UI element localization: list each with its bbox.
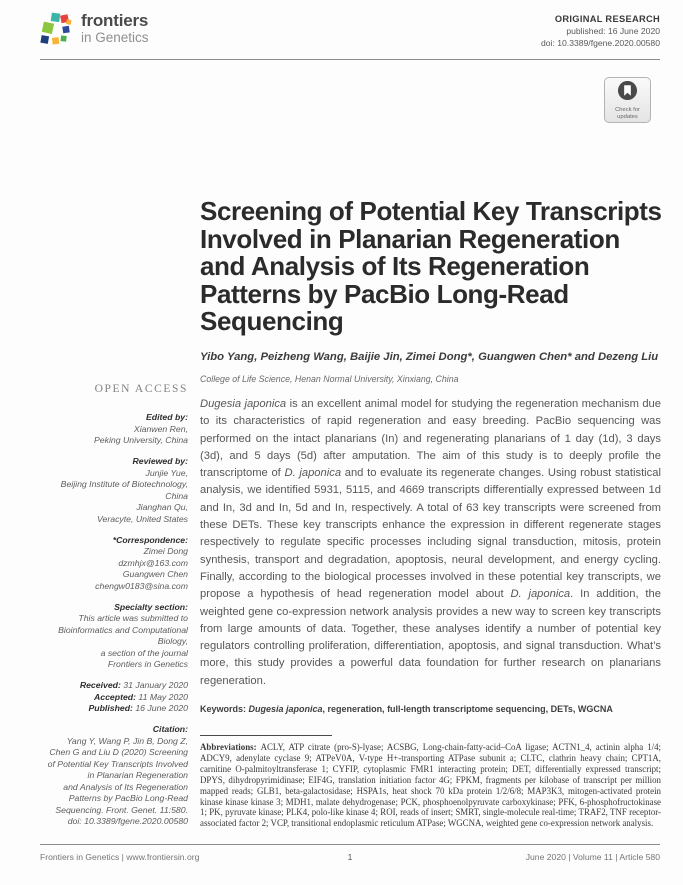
journal-logo-text <box>81 12 149 45</box>
accepted-date-row <box>40 692 188 704</box>
crossmark-bookmark-icon <box>617 80 638 106</box>
published-date-row <box>40 703 188 715</box>
doi-link[interactable]: doi: 10.3389/fgene.2020.00580 <box>541 37 660 48</box>
dates-section <box>40 680 188 715</box>
specialty-section-label: Specialty section: <box>114 601 188 612</box>
page-title: Screening of Potential Key Transcripts Involved in Planarian Regeneration and Analysis of Its Regeneration Patterns by PacBio Long-Read Sequencing <box>200 196 662 337</box>
check-for-updates-badge[interactable] <box>604 77 651 123</box>
published-label: Published: <box>88 703 133 713</box>
frontiers-cubes-icon <box>40 12 74 55</box>
footer-divider <box>40 844 660 845</box>
citation-section <box>40 724 188 828</box>
journal-subtitle: in Genetics <box>81 30 149 45</box>
received-date-row <box>40 680 188 692</box>
citation-label: Citation: <box>152 724 188 734</box>
journal-name: frontiers <box>81 11 149 30</box>
specialty-section-value: This article was submitted to Bioinformatics and Computational Biology, a section of the journal Frontiers in Genetics <box>58 613 188 669</box>
reviewed-by-label: Reviewed by: <box>132 456 188 466</box>
main-column <box>200 396 661 829</box>
metadata-sidebar <box>40 383 188 837</box>
header-meta <box>541 14 660 48</box>
article-type-label: ORIGINAL RESEARCH <box>554 14 660 24</box>
correspondence-label: *Correspondence: <box>112 534 188 545</box>
published-value: 16 June 2020 <box>132 703 188 713</box>
header-divider <box>40 59 660 60</box>
edited-by-value: Xianwen Ren, Peking University, China <box>94 423 188 445</box>
affiliation-line: College of Life Science, Henan Normal University, Xinxiang, China <box>200 374 459 384</box>
page-footer <box>40 852 660 862</box>
accepted-value: 11 May 2020 <box>136 691 188 702</box>
citation-value: Yang Y, Wang P, Jin B, Dong Z, Chen G and Liu D (2020) Screening of Potential Key Transcripts Involved in Planarian Regeneration and Analysis of Its Regeneration Patterns by PacBio Long-Read Sequencing. Front. Genet. 11:580. doi: 10.3389/fgene.2020.00580 <box>47 735 188 826</box>
authors-line: Yibo Yang, Peizheng Wang, Baijie Jin, Zimei Dong*, Guangwen Chen* and Dezeng Liu <box>200 351 659 363</box>
check-badge-label: Check for updates <box>615 107 640 120</box>
open-access-label: OPEN ACCESS <box>94 383 188 395</box>
journal-logo <box>40 12 149 55</box>
footer-issue-info: June 2020 | Volume 11 | Article 580 <box>525 852 660 862</box>
abbreviations-divider <box>200 735 332 736</box>
reviewed-by-section <box>40 456 188 525</box>
page-number: 1 <box>347 852 353 862</box>
correspondence-email-1[interactable]: dzmhjx@163.com <box>118 557 188 568</box>
published-date: published: 16 June 2020 <box>566 25 660 36</box>
reviewed-by-value: Junjie Yue, Beijing Institute of Biotechnology, China Jianghan Qu, Veracyte, United States <box>60 467 188 524</box>
specialty-section <box>40 602 188 671</box>
edited-by-section <box>40 412 188 447</box>
accepted-label: Accepted: <box>94 691 136 702</box>
correspondence-name-1: Zimei Dong <box>143 546 188 556</box>
correspondence-email-2[interactable]: chengw0183@sina.com <box>95 580 188 591</box>
received-value: 31 January 2020 <box>120 680 188 690</box>
correspondence-section <box>40 535 188 593</box>
keywords-line: Keywords: Dugesia japonica, regeneration, full-length transcriptome sequencing, DETs, WGCNA <box>200 704 613 715</box>
correspondence-name-2: Guangwen Chen <box>122 569 188 579</box>
received-label: Received: <box>79 680 121 690</box>
footer-journal-link[interactable]: Frontiers in Genetics | www.frontiersin.org <box>40 852 200 862</box>
abstract-paragraph: Dugesia japonica is an excellent animal model for studying the regeneration mechanism due to its characteristics of rapid regeneration and easy breeding. PacBio sequencing was performed on the intact planarians (In) and regenerating planarians of 1 day (1d), 3 days (3d), and 5 days (5d) after amputation. The aim of this study is to deeply profile the transcriptome of D. japonica and to evaluate its regenerate changes. Using robust statistical analysis, we identified 5931, 5115, and 4669 transcripts differentially expressed between 1d and In, 3d and In, 5d and In, respectively. A total of 63 key transcripts were screened from these DETs. These key transcripts enhance the expression in different regenerate stages respectively to regulate specific processes including signal transduction, mitosis, protein synthesis, transport and degradation, apoptosis, neural development, and energy cycling. Finally, according to the biological processes involved in these potential key transcripts, we propose a hypothesis of head regeneration model about D. japonica. In addition, the weighted gene co-expression network analysis provides a new way to screen key transcripts from large amounts of data. Together, these analyses identify a number of potential key regulators controlling proliferation, differentiation, apoptosis, and signal transduction. What’s more, this study provides a powerful data foundation for further research on planarians regeneration. <box>200 398 661 687</box>
abbreviations-paragraph: Abbreviations: ACLY, ATP citrate (pro-S)-lyase; ACSBG, Long-chain-fatty-acid–CoA ligase; ACTN1_4, actinin alpha 1/4; ADCY9, adenylate cyclase 9; ATPeV0A, V-type H+-transporting ATPase subunit a; CLTC, clathrin heavy chain; CPT1A, carnitine O-palmitoyltransferase 1; CYFIP, cytoplasmic FMR1 interacting protein; DET, differentially expressed transcript; DPYS, dihydropyrimidinase; EIF4G, translation initiation factor 4G; FPKM, fragments per kilobase of transcript per million mapped reads; GLB1, beta-galactosidase; HSPA1s, heat shock 70 kDa protein 1/2/6/8; MAP3K3, mitogen-activated protein kinase kinase kinase 3; MDH1, malate dehydrogenase; PCK, phosphoenolpyruvate carboxykinase; PFK, 6-phosphofructokinase 1; PK, pyruvate kinase; PLK4, polo-like kinase 4; ROI, reads of insert; SMRT, single-molecule real-time; TRAF2, TNF receptor-associated factor 2; VCP, transitional endoplasmic reticulum ATPase; WGCNA, weighted gene co-expression network analysis. <box>200 742 661 829</box>
edited-by-label: Edited by: <box>146 412 188 422</box>
